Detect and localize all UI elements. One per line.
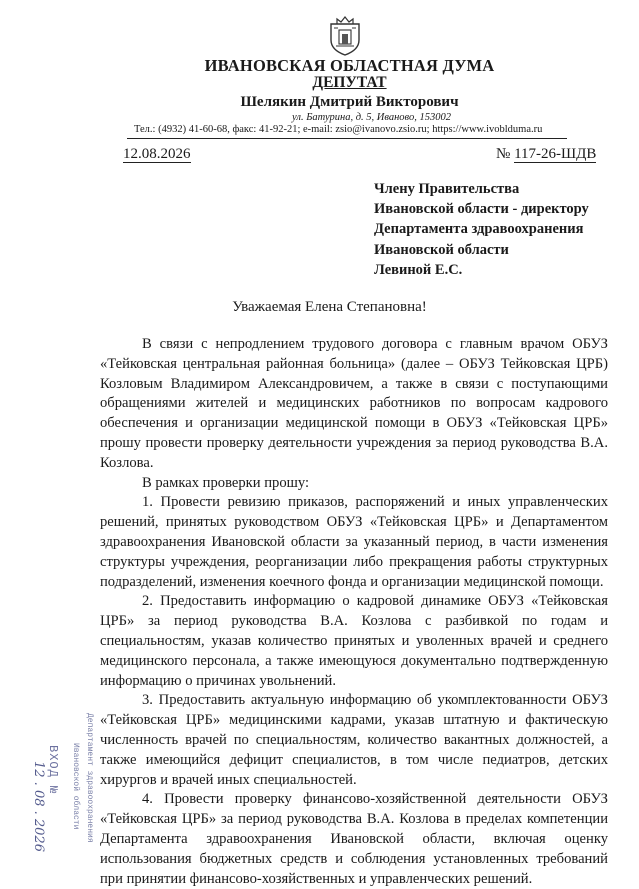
body-paragraph: 4. Провести проверку финансово-хозяйственной деятельности ОБУЗ «Тейковская ЦРБ» за период руководства В.А. Козлова в пределах компетенции Департамента здравоохранения Ивановской области, включая оценку использования бюджетных средств и соблюдения установленных требований при принятии финансово-хозяйственных и управленческих решений. xyxy=(100,791,608,887)
addressee-line: Левиной Е.С. xyxy=(374,261,463,278)
body-paragraph: 1. Провести ревизию приказов, распоряжений и иных управленческих решений, принятых руководством ОБУЗ «Тейковская ЦРБ» и Департаментом здравоохранения Ивановской области за указанный период, в части изменения структуры учреждения, реорганизации либо прекращения работы структурных подразделений, изменения коечного фонда и организации медицинской помощи. xyxy=(100,494,608,590)
contacts-line: Тел.: (4932) 41-60-68, факс: 41-92-21; e-mail: zsio@ivanovo.zsio.ru; https://www.ivoblduma.ru xyxy=(134,124,543,135)
stamp-date: 12 . 08 . 2026 xyxy=(31,761,46,852)
stamp-incoming-label: ВХОД № xyxy=(46,745,60,795)
incoming-stamp xyxy=(31,713,94,863)
number-label: № xyxy=(496,146,511,162)
body-paragraph: 2. Предоставить информацию о кадровой динамике ОБУЗ «Тейковская ЦРБ» за период руководства В.А. Козлова с разбивкой по годам и специальностям, указав количество принятых и уволенных врачей и среднего медицинского персонала, а также имеющуюся документально подтвержденную информацию о причинах увольнений. xyxy=(100,593,608,689)
stamp-department: Департамент здравоохранения xyxy=(85,713,94,843)
addressee-line: Департамента здравоохранения xyxy=(374,221,584,238)
header-divider xyxy=(127,138,567,139)
letter-date: 12.08.2026 xyxy=(123,146,191,162)
body-paragraph: В связи с непродлением трудового договора с главным врачом ОБУЗ «Тейковская центральная районная больница» (далее – ОБУЗ Тейковская ЦРБ) Козловым Владимиром Александровичем, а также в связи с поступающими обращениями жителей и медицинских работников по вопросам кадрового обеспечения и организации медицинской помощи в ОБУЗ «Тейковская ЦРБ» прошу провести проверку деятельности учреждения за период руководства В.А. Козлова. xyxy=(100,336,608,471)
letter-number xyxy=(496,146,596,163)
letter-body xyxy=(100,335,608,889)
number-value: 117-26-ШДВ xyxy=(514,146,597,162)
deputy-title: ДЕПУТАТ xyxy=(312,74,387,91)
address-line: ул. Батурина, д. 5, Иваново, 153002 xyxy=(292,112,451,123)
deputy-name: Шелякин Дмитрий Викторович xyxy=(240,94,459,110)
addressee-line: Ивановской области xyxy=(374,241,509,258)
body-paragraph: 3. Предоставить актуальную информацию об укомплектованности ОБУЗ «Тейковская ЦРБ» медицинскими кадрами, указав штатную и фактическую численность врачей по специальностям, количество вакантных должностей, а также имеющийся дефицит специалистов, в том числе педиатров, детских хирургов и врачей иных специальностей. xyxy=(100,692,608,788)
organization-title: ИВАНОВСКАЯ ОБЛАСТНАЯ ДУМА xyxy=(204,56,495,75)
stamp-region: Ивановской области xyxy=(71,743,80,830)
salutation: Уважаемая Елена Степановна! xyxy=(232,299,427,315)
addressee-line: Ивановской области - директору xyxy=(374,201,589,218)
coat-of-arms-icon xyxy=(327,16,363,56)
addressee-line: Члену Правительства xyxy=(374,181,520,197)
body-paragraph: В рамках проверки прошу: xyxy=(142,474,310,491)
addressee-block xyxy=(374,179,589,280)
